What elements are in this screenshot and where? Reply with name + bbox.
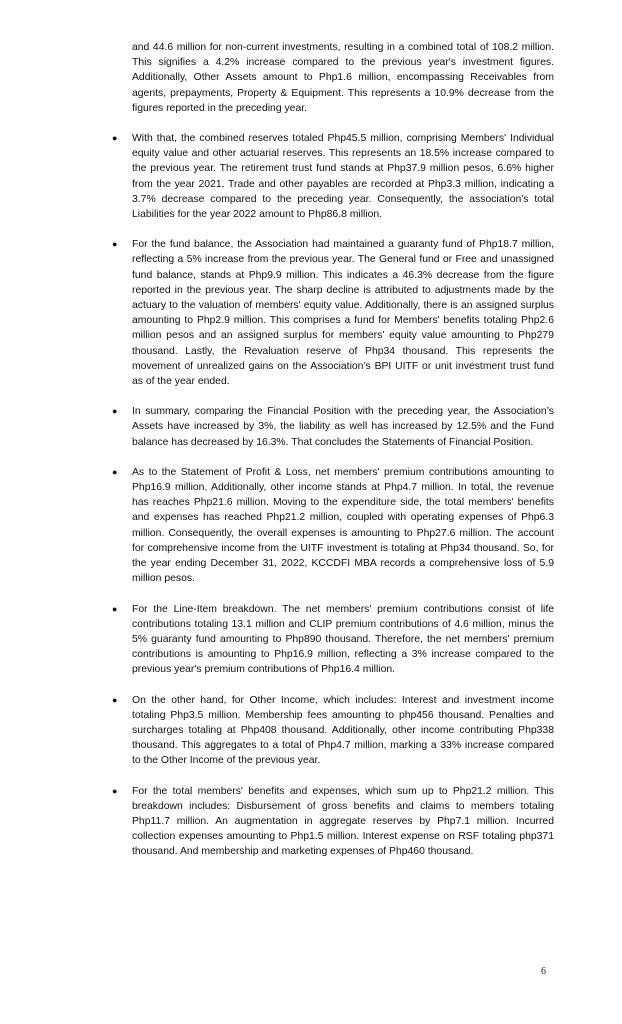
- intro-paragraph: and 44.6 million for non-current investments, resulting in a combined total of 108.2 million. This signifies a 4.2% increase compared to the previous year's investment figures. Additionally, Other Assets amount to Php1.6 million, encompassing Receivables from agents, prepayments, Property & Equipment. This represents a 10.9% decrease from the figures reported in the preceding year.: [132, 42, 554, 114]
- bullet-icon: ●: [112, 466, 118, 477]
- list-item: [112, 237, 554, 389]
- bullet-icon: ●: [112, 406, 118, 417]
- list-item: [112, 784, 554, 860]
- bullet-icon: ●: [112, 785, 118, 796]
- bullet-icon: ●: [112, 133, 118, 144]
- list-item-text: For the total members' benefits and expenses, which sum up to Php21.2 million. This breakdown includes: Disbursement of gross benefits and claims to members totaling Php11.7 million. An augmentation in aggregate reserves by Php7.1 million. Incurred collection expenses amounting to Php1.5 million. Interest expense on RSF totaling php371 thousand. And membership and marketing expenses of Php460 thousand.: [132, 785, 554, 858]
- bullet-list: [112, 131, 554, 860]
- list-item: [112, 465, 554, 587]
- list-item-text: In summary, comparing the Financial Position with the preceding year, the Association’s Assets have increased by 3%, the liability as well has increased by 12.5% and the Fund balance has decreased by 16.3%. That concludes the Statements of Financial Position.: [132, 406, 554, 448]
- page-content: [112, 40, 554, 875]
- list-item-text: With that, the combined reserves totaled Php45.5 million, comprising Members' Individual equity value and other actuarial reserves. This represents an 18.5% increase compared to the previous year. The retirement trust fund stands at Php37.9 million pesos, 6.6% higher from the year 2021. Trade and other payables are recorded at Php3.3 million, indicating a 3.7% decrease compared to the preceding year. Consequently, the association's total Liabilities for the year 2022 amount to Php86.8 million.: [132, 133, 554, 221]
- list-item: [112, 131, 554, 222]
- bullet-icon: ●: [112, 239, 118, 250]
- list-item: [112, 693, 554, 769]
- list-item-text: On the other hand, for Other Income, which includes: Interest and investment income totaling Php3.5 million. Membership fees amounting to php456 thousand. Penalties and surcharges totaling at Php408 thousand. Additionally, other income contributing Php338 thousand. This aggregates to a total of Php4.7 million, marking a 33% increase compared to the Other Income of the previous year.: [132, 694, 554, 767]
- list-item: [112, 602, 554, 678]
- list-item-text: For the Line-Item breakdown. The net members' premium contributions consist of life contributions totaling 13.1 million and CLIP premium contributions of 4.6 million, minus the 5% guaranty fund amounting to Php890 thousand. Therefore, the net members' premium contributions is amounting to Php16.9 million, reflecting a 3% increase compared to the previous year's premium contributions of Php16.4 million.: [132, 603, 554, 676]
- bullet-icon: ●: [112, 603, 118, 614]
- list-item-text: As to the Statement of Profit & Loss, net members' premium contributions amounting to Php16.9 million. Additionally, other income stands at Php4.7 million. In total, the revenue has reaches Php21.6 million. Moving to the expenditure side, the total members' benefits and expenses has reached Php21.2 million, coupled with operating expenses of Php6.3 million. Consequently, the overall expenses is amounting to Php27.6 million. The account for comprehensive income from the UITF investment is totaling at Php34 thousand. So, for the year ending December 31, 2022, KCCDFI MBA records a comprehensive loss of 5.9 million pesos.: [132, 466, 554, 585]
- list-item-text: For the fund balance, the Association had maintained a guaranty fund of Php18.7 million, reflecting a 5% increase from the previous year. The General fund or Free and unassigned fund balance, stands at Php9.9 million. This indicates a 46.3% decrease from the figure reported in the previous year. The sharp decline is attributed to adjustments made by the actuary to the valuation of members' equity value. Additionally, there is an assigned surplus amounting to Php2.9 million. This comprises a fund for Members' benefits totaling Php2.6 million pesos and an assigned surplus for members' equity value amounting to Php279 thousand. Lastly, the Revaluation reserve of Php34 thousand. This represents the movement of unrealized gains on the Association’s BPI UITF or unit investment trust fund as of the year ended.: [132, 239, 554, 388]
- page-number: 6: [541, 966, 546, 977]
- bullet-icon: ●: [112, 694, 118, 705]
- list-item: [112, 404, 554, 450]
